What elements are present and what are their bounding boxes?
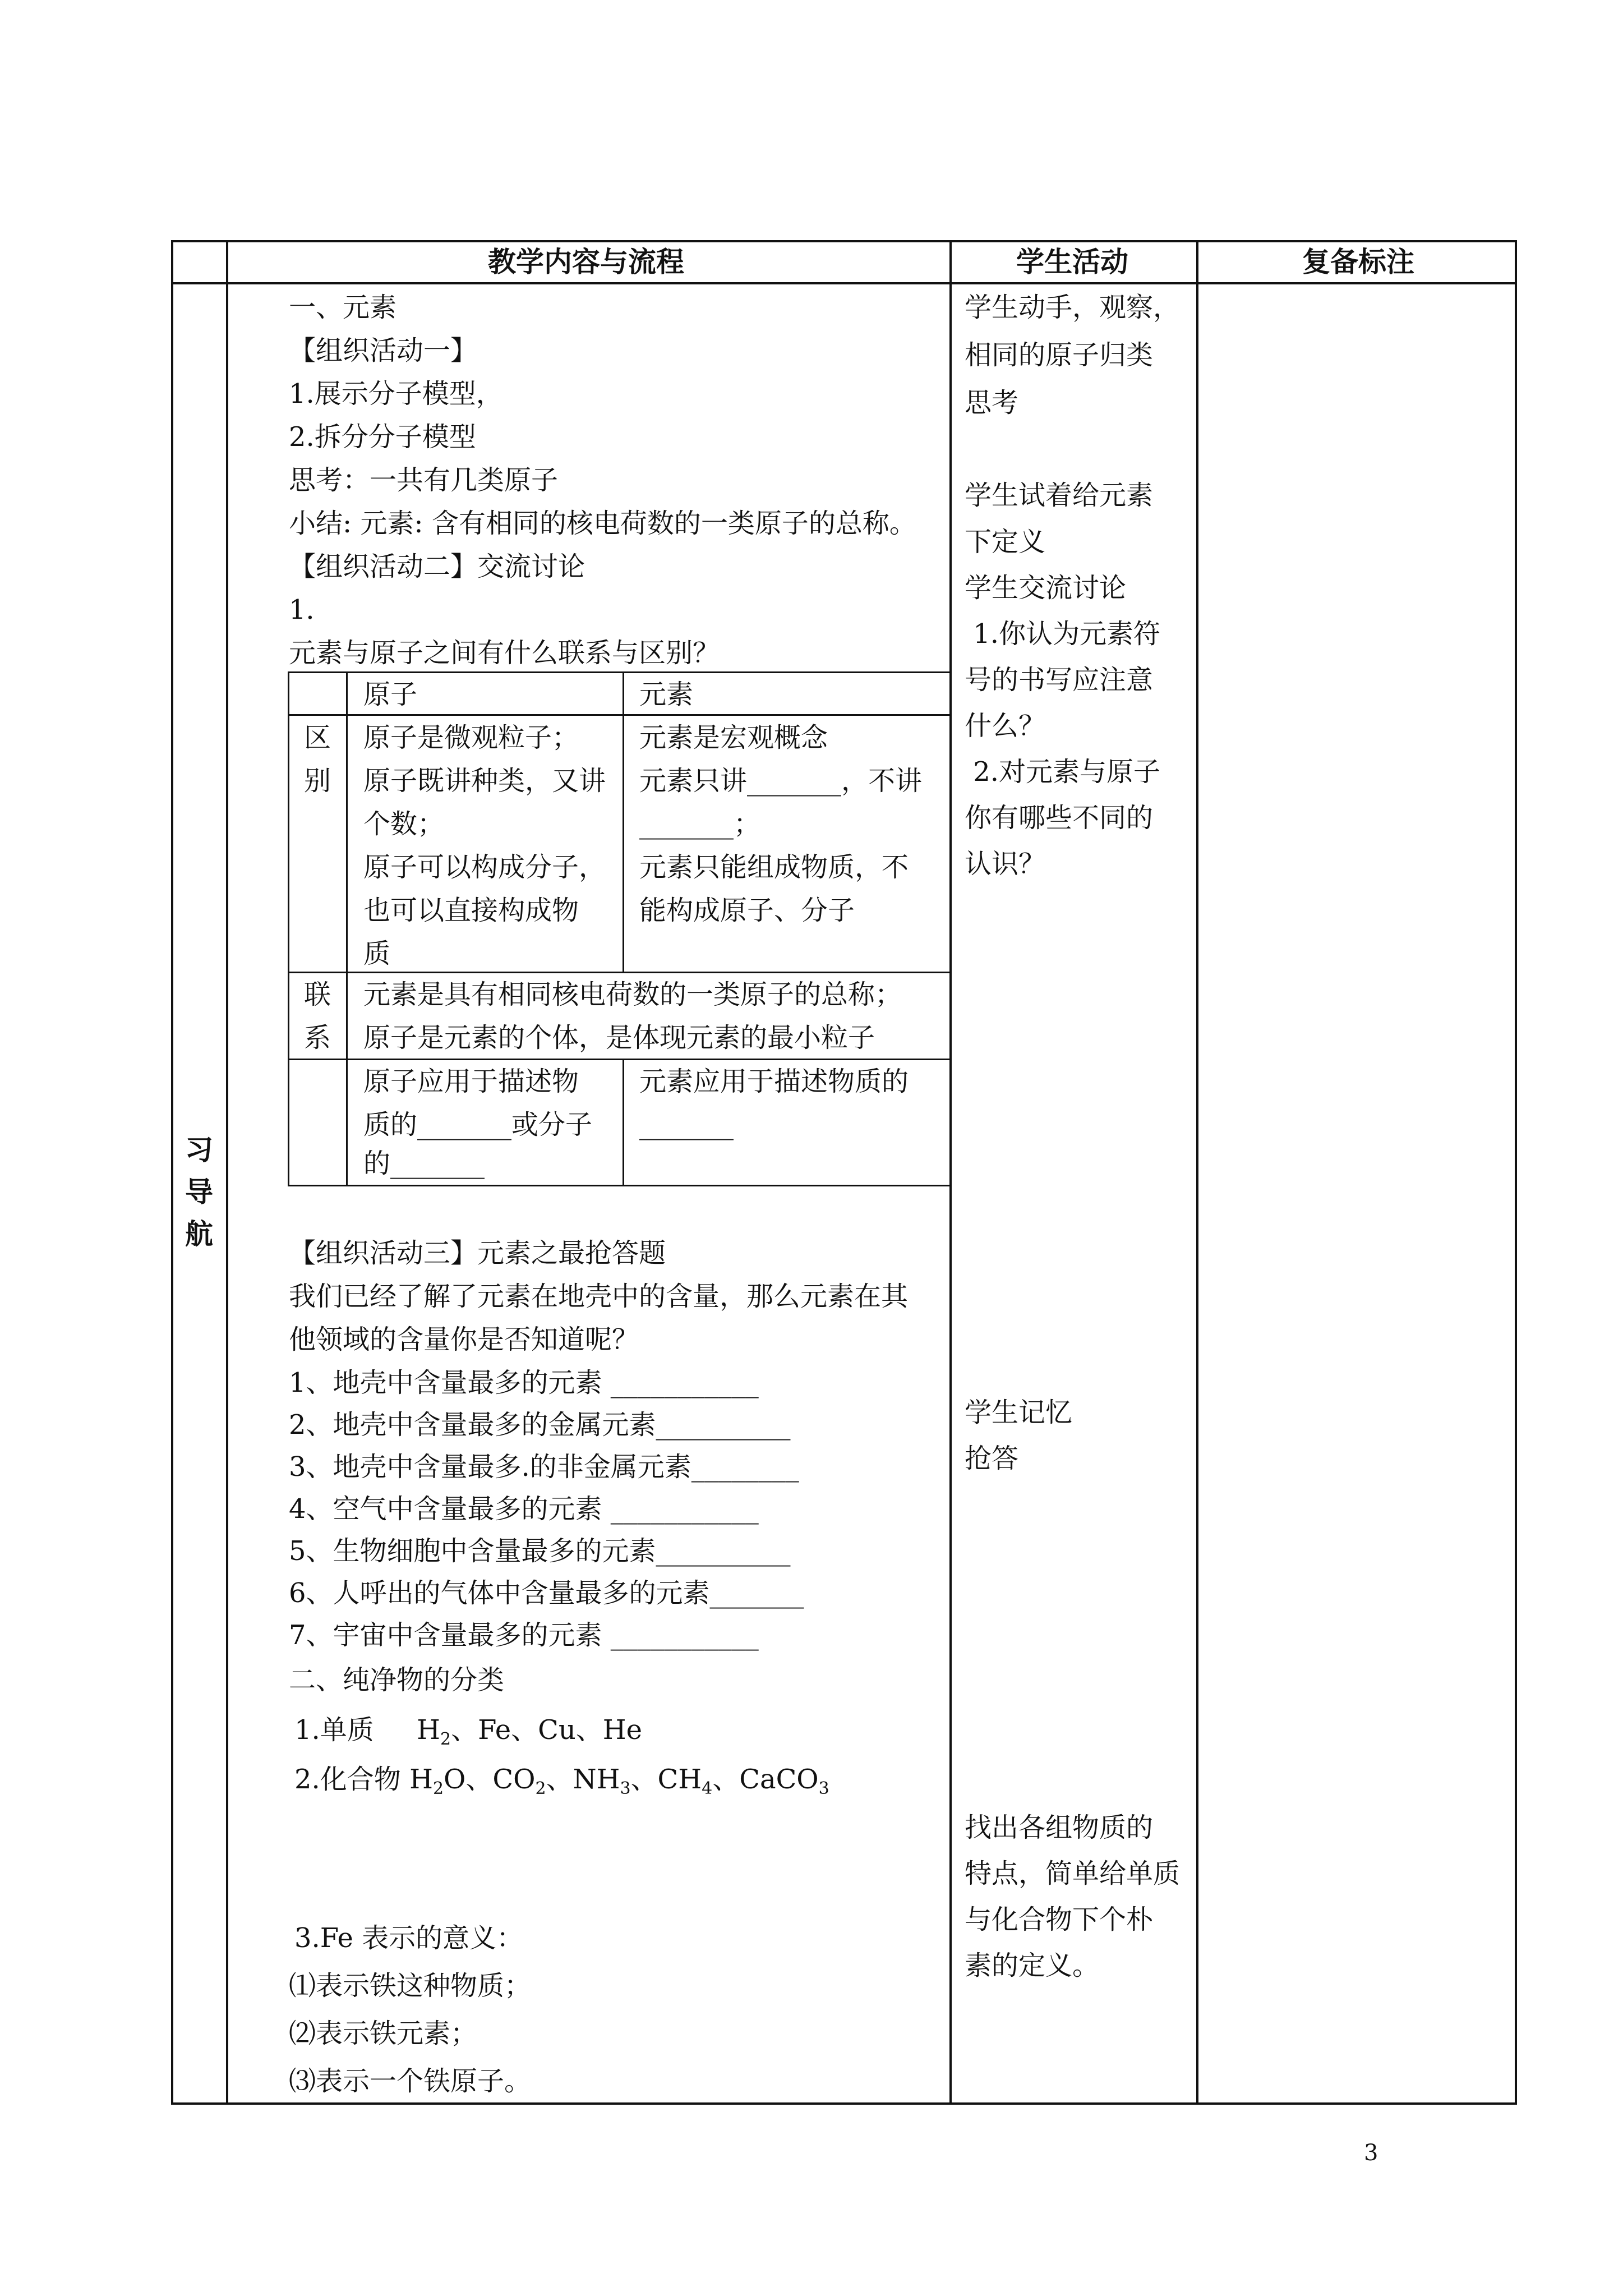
activity-three-intro-1: 我们已经了解了元素在地壳中的含量，那么元素在其 <box>289 1281 909 1312</box>
activity-one-summary: 小结: 元素: 含有相同的核电荷数的一类原子的总称。 <box>289 508 916 539</box>
compound-line: 2.化合物 $H_2O$、$CO_2$、$NH_3$、$CH_4$、CaCO$_3$ <box>294 1764 829 1798</box>
quiz-question-3: 3、地壳中含量最多.的非金属元素________ <box>289 1451 799 1483</box>
header-content: 教学内容与流程 <box>488 245 684 278</box>
activity-line: 学生动手，观察， <box>965 292 1181 323</box>
activity-two-title: 【组织活动二】交流讨论 <box>289 551 585 582</box>
side-label-char-1: 习 <box>185 1133 213 1166</box>
activity-line: 相同的原子归类 <box>965 339 1154 371</box>
activity-line: 什么？ <box>965 710 1046 742</box>
side-label-char-2: 导 <box>185 1175 213 1208</box>
link-label-char-1: 联 <box>304 979 331 1010</box>
diff-label-char-1: 区 <box>304 722 331 753</box>
link-text-line: 元素是具有相同核电荷数的一类原子的总称； <box>363 979 902 1010</box>
activity-one-question: 思考：一共有几类原子 <box>289 464 559 496</box>
fe-meaning-title: 3.Fe 表示的意义： <box>294 1922 524 1954</box>
activity-line: 找出各组物质的 <box>965 1812 1154 1843</box>
activity-line: 与化合物下个朴 <box>965 1904 1154 1935</box>
activity-two-question: 元素与原子之间有什么联系与区别？ <box>289 637 720 669</box>
diff-atom-line: 原子可以构成分子， <box>363 852 606 883</box>
activity-line: 素的定义。 <box>965 1950 1100 1981</box>
activity-line: 抢答 <box>965 1443 1019 1474</box>
activity-line: 认识？ <box>965 848 1046 880</box>
quiz-question-5: 5、生物细胞中含量最多的元素__________ <box>289 1535 791 1567</box>
inner-table-header-element: 元素 <box>639 679 694 710</box>
activity-one-step-2: 2.拆分分子模型 <box>289 421 476 453</box>
diff-element-line: _______； <box>639 808 761 840</box>
quiz-question-6: 6、人呼出的气体中含量最多的元素_______ <box>289 1577 804 1609</box>
diff-atom-line: 个数； <box>363 808 445 840</box>
diff-atom-line: 也可以直接构成物 <box>363 895 579 926</box>
inner-table-left <box>288 671 289 1186</box>
header-notes: 复备标注 <box>1302 245 1414 278</box>
diff-atom-line: 原子既讲种类，又讲 <box>363 765 606 797</box>
diff-element-line: 元素只讲_______，不讲 <box>639 765 923 797</box>
use-element-line: _______ <box>639 1109 734 1140</box>
activity-line: 学生交流讨论 <box>965 572 1127 604</box>
diff-atom-line: 质 <box>363 938 391 969</box>
activity-line: 你有哪些不同的 <box>965 802 1154 834</box>
inner-table-label-divider <box>346 671 348 1186</box>
compound-label: 2.化合物 <box>294 1764 401 1795</box>
activity-two-item-number: 1． <box>289 594 333 625</box>
use-atom-line: 的_______ <box>363 1148 485 1179</box>
link-text-line: 原子是元素的个体，是体现元素的最小粒子 <box>363 1022 875 1053</box>
activity-line: 下定义 <box>965 526 1046 558</box>
single-substance-label: 1.单质 <box>294 1714 374 1746</box>
activity-line: 学生记忆 <box>965 1397 1073 1428</box>
quiz-question-2: 2、地壳中含量最多的金属元素__________ <box>289 1409 791 1441</box>
activity-line: 思考 <box>965 387 1019 418</box>
use-atom-line: 原子应用于描述物 <box>363 1066 579 1097</box>
activity-one-title: 【组织活动一】 <box>289 335 478 366</box>
single-substance-line <box>294 1709 642 1755</box>
diff-atom-line: 原子是微观粒子； <box>363 722 579 753</box>
activity-line: 特点，简单给单质 <box>965 1858 1181 1889</box>
diff-label-char-2: 别 <box>304 765 331 797</box>
inner-table-mid-divider-top <box>623 671 624 973</box>
activity-line: 号的书写应注意 <box>965 664 1154 696</box>
table-col-divider-3 <box>1196 240 1198 2105</box>
page-number: 3 <box>1364 2140 1378 2166</box>
quiz-question-4: 4、空气中含量最多的元素 ___________ <box>289 1493 759 1525</box>
link-label-char-2: 系 <box>304 1022 331 1053</box>
activity-line: 2.对元素与原子 <box>965 756 1161 788</box>
table-border-right <box>1515 240 1517 2105</box>
header-activity: 学生活动 <box>1016 245 1128 278</box>
activity-three-intro-2: 他领域的含量你是否知道呢？ <box>289 1324 639 1355</box>
use-atom-line: 质的_______或分子 <box>363 1109 593 1140</box>
activity-line: 1.你认为元素符 <box>965 618 1161 650</box>
formula-h2: $H_2$ <box>417 1714 451 1749</box>
single-substance-rest: 、Fe、Cu、He <box>451 1714 643 1746</box>
fe-meaning-1: ⑴表示铁这种物质； <box>289 1970 532 2001</box>
activity-three-title: 【组织活动三】元素之最抢答题 <box>289 1237 666 1269</box>
quiz-question-1: 1、地壳中含量最多的元素 ___________ <box>289 1367 759 1398</box>
inner-table-mid-divider-bottom <box>623 1059 624 1186</box>
side-label-char-3: 航 <box>185 1217 213 1250</box>
diff-element-line: 元素是宏观概念 <box>639 722 828 753</box>
diff-element-line: 元素只能组成物质，不 <box>639 852 909 883</box>
table-col-divider-2 <box>949 240 952 2105</box>
inner-table-header-atom: 原子 <box>363 679 418 710</box>
fe-meaning-2: ⑵表示铁元素； <box>289 2018 478 2049</box>
section-heading-element: 一、元素 <box>289 292 397 323</box>
fe-meaning-3: ⑶表示一个铁原子。 <box>289 2065 532 2097</box>
activity-one-step-1: 1.展示分子模型， <box>289 378 503 409</box>
section-heading-pure-substance: 二、纯净物的分类 <box>289 1664 505 1696</box>
use-element-line: 元素应用于描述物质的 <box>639 1066 909 1097</box>
diff-element-line: 能构成原子、分子 <box>639 895 855 926</box>
activity-line: 学生试着给元素 <box>965 480 1154 511</box>
quiz-question-7: 7、宇宙中含量最多的元素 ___________ <box>289 1619 759 1651</box>
